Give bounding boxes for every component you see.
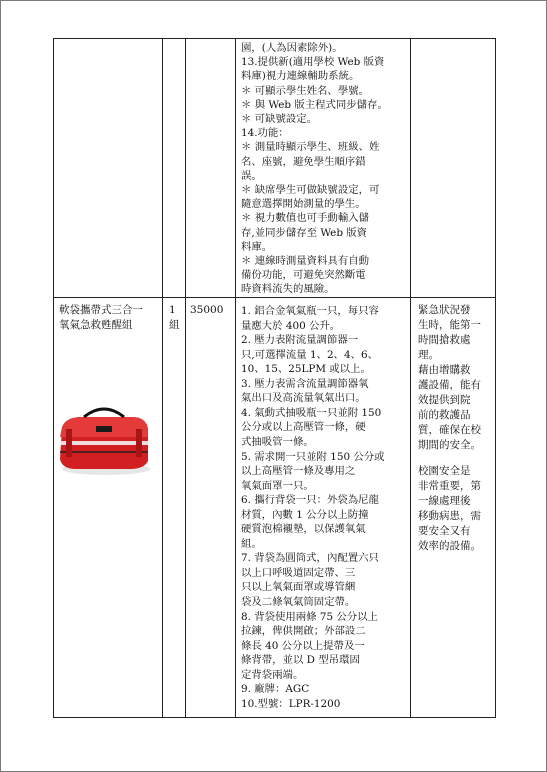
- spec-line: 14.功能：: [241, 127, 289, 140]
- spec-line: 料庫)視力連線輔助系統。: [241, 70, 360, 83]
- spec-line: ＊ 可顯示學生姓名、學號。: [241, 84, 369, 97]
- spec-line: 存,並同步儲存至 Web 版資: [241, 226, 368, 239]
- remark-line: 前的救護品: [418, 409, 471, 421]
- remark-safety: [418, 464, 492, 554]
- spec-line: 園，(人為因素除外)。: [241, 42, 343, 54]
- spec-line: 以上口呼吸道固定帶、三: [241, 566, 356, 579]
- spec-line: ＊ 缺席學生可做缺號設定，可: [241, 184, 380, 196]
- spec-line: ＊ 與 Web 版主程式同步儲存。: [241, 98, 388, 111]
- oxygen-bag-photo: [54, 387, 154, 487]
- spec-line: 硬質泡棉襯墊，以保護氧氣: [241, 523, 366, 536]
- remark-line: 要安全又有: [418, 525, 471, 537]
- spec-table: [53, 38, 496, 718]
- spec-line: ＊ 測量時顯示學生、班級、姓: [241, 141, 380, 154]
- remark-line: 時間搶救處: [418, 334, 471, 346]
- spec-line: 袋及二條氧氣筒固定帶。: [241, 596, 356, 608]
- remark-line: 一線處理後: [418, 495, 471, 507]
- remark-line: 移動病患，需: [418, 510, 481, 522]
- item-name-line: 氧氣急救甦醒組: [59, 319, 133, 331]
- spec-line: 3. 壓力表需含流量調節器氧: [241, 377, 369, 390]
- spec-line: 條背帶，並以 D 型吊環固: [241, 654, 360, 667]
- table-column-divider: [162, 39, 163, 717]
- spec-line: 公分或以上高壓管一條，硬: [241, 421, 366, 434]
- spec-line: 式抽吸管一條。: [241, 435, 314, 448]
- spec-line: 5. 需求開一只並附 150 公分或: [241, 450, 385, 463]
- spec-line: 定背袋兩端。: [241, 668, 304, 681]
- spec-line: ＊ 視力數值也可手動輸入儲: [241, 212, 369, 225]
- spec-line: 6. 攜行背袋一只：外袋為尼龍: [241, 494, 379, 507]
- table-column-divider: [185, 39, 186, 717]
- remark-line: 質，確保在校: [418, 424, 481, 436]
- spec-line: 條長 40 公分以上提帶及一: [241, 639, 365, 652]
- spec-line: 名、座號，避免學生順序錯: [241, 155, 366, 168]
- spec-line: 時資料流失的風險。: [241, 283, 335, 296]
- spec-line: 1. 鋁合金氧氣瓶一只，每只容: [241, 305, 379, 317]
- spec-line: 量應大於 400 公升。: [241, 319, 341, 332]
- remark-line: 期間的安全。: [418, 439, 481, 451]
- spec-line: 13.提供新(適用學校 Web 版資: [241, 56, 385, 69]
- table-column-divider: [235, 39, 236, 717]
- spec-line: 氣出口及高流量氧氣出口。: [241, 392, 366, 405]
- spec-line: 7. 背袋為圓筒式，內配置六只: [241, 552, 379, 565]
- spec-line: 2. 壓力表附流量調節器一: [241, 334, 359, 347]
- remark-purpose: [418, 303, 492, 453]
- remark-line: 效提供到院: [418, 394, 471, 406]
- spec-line: 誤。: [241, 169, 262, 182]
- spec-line: 拉鍊，俾供開啟；外部設二: [241, 625, 366, 638]
- item-name-line: 軟袋攜帶式三合一: [59, 304, 143, 316]
- spec-line: 以上高壓管一條及專用之: [241, 465, 356, 478]
- spec-line: 只以上氧氣面罩或導管綑: [241, 581, 356, 594]
- remark-line: 藉由增購救: [418, 364, 471, 376]
- spec-line: 10、15、25LPM 或以上。: [241, 363, 371, 376]
- spec-line: 料庫。: [241, 240, 273, 253]
- spec-line: 8. 背袋使用兩條 75 公分以上: [241, 610, 378, 623]
- spec-line: 10.型號：LPR-1200: [241, 697, 341, 710]
- remark-line: 非常重要，第: [418, 480, 481, 492]
- remark-line: 校園安全是: [418, 465, 471, 477]
- remark-line: 緊急狀況發: [418, 304, 471, 316]
- spec-line: 組。: [241, 537, 262, 550]
- item-quantity-cell: [169, 303, 179, 333]
- spec-line: ＊ 連線時測量資料具有自動: [241, 255, 369, 267]
- spec-line: 4. 氣動式抽吸瓶一只並附 150: [241, 406, 382, 419]
- item-unit: 組: [169, 319, 180, 331]
- item-price: 35000: [190, 304, 224, 316]
- remark-line: 護設備，能有: [418, 379, 481, 391]
- table-row-divider: [54, 297, 495, 298]
- remark-line: 理。: [418, 349, 439, 361]
- spec-line: 材質，內數 1 公分以上防撞: [241, 508, 369, 521]
- spec-line: 隨意選擇開始測量的學生。: [241, 198, 366, 211]
- spec-line: 9. 廠牌：AGC: [241, 683, 310, 696]
- item-quantity: 1: [169, 304, 176, 316]
- remark-line: 效率的設備。: [418, 540, 481, 552]
- spec-line: ＊ 可缺號設定。: [241, 113, 318, 125]
- table-column-divider: [410, 39, 411, 717]
- item-name-cell: [59, 303, 179, 333]
- remark-line: 生時，能第一: [418, 319, 481, 331]
- spec-line: 只,可選擇流量 1、2、4、6、: [241, 348, 378, 361]
- spec-line: 氧氣面罩一只。: [241, 479, 314, 492]
- spec-line: 備份功能，可避免突然斷電: [241, 269, 366, 282]
